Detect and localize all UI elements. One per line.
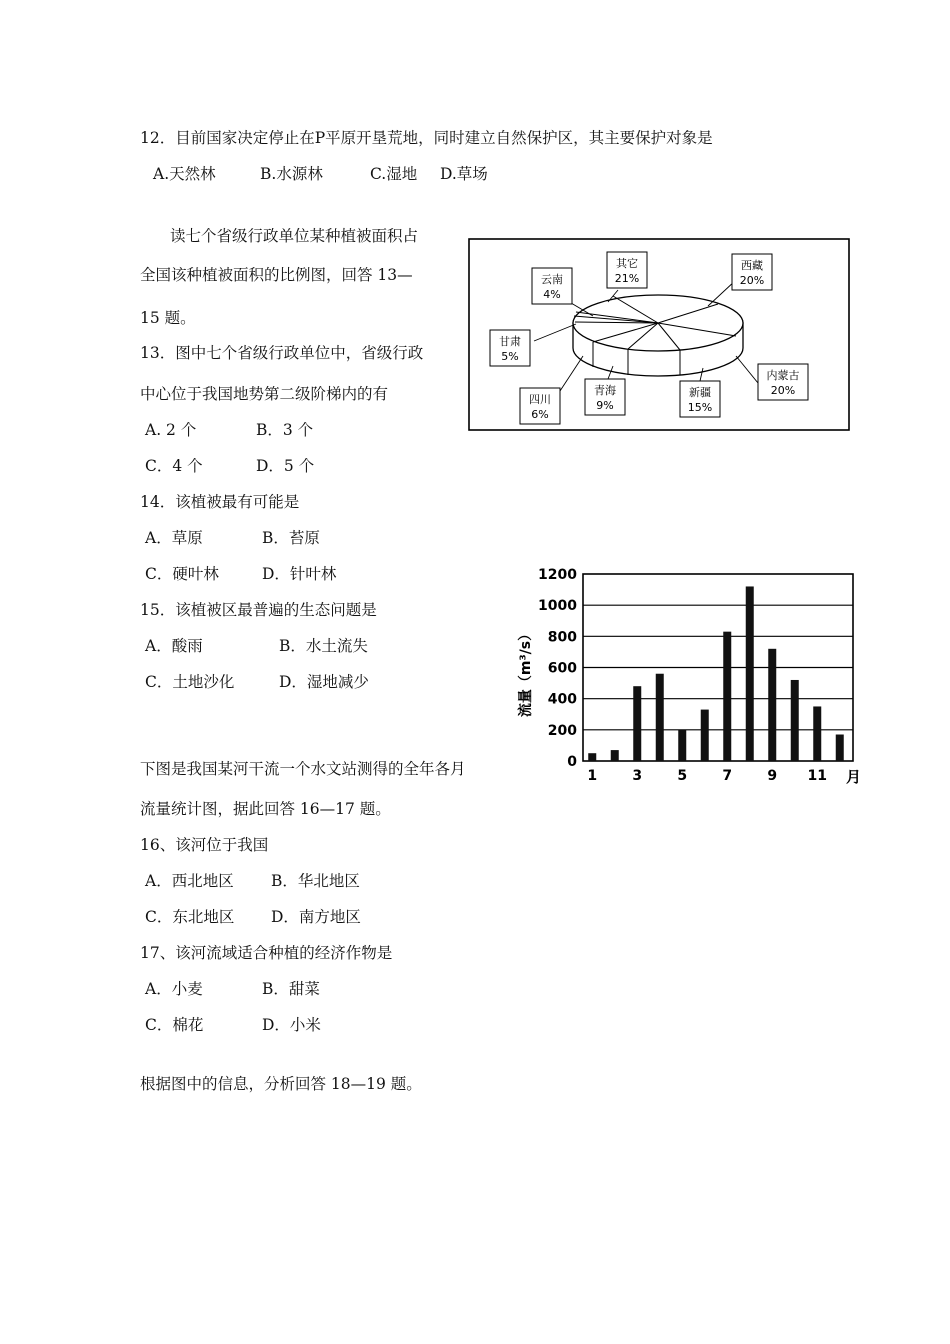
q12-option-a: A.天然林 (153, 165, 216, 183)
svg-text:15%: 15% (687, 401, 713, 414)
bar-month-4 (656, 674, 664, 761)
q14-option-c: C．硬叶林 (145, 565, 219, 583)
q13-option-b: B．3 个 (256, 421, 314, 439)
pie-label-yunnan (532, 268, 572, 304)
svg-text:青海: 青海 (594, 384, 616, 397)
q14-option-a: A．草原 (145, 529, 203, 547)
svg-text:云南: 云南 (541, 273, 563, 286)
pie-label-neimenggu (758, 364, 808, 400)
pie-label-sichuan (520, 388, 560, 424)
x-tick-label: 11 (807, 768, 827, 784)
svg-text:西藏: 西藏 (741, 259, 763, 272)
pie-label-qita (607, 252, 647, 288)
pie-chart-figure (468, 238, 850, 431)
intro18-text: 根据图中的信息，分析回答 18—19 题。 (140, 1075, 422, 1093)
pie-label-qinghai (585, 379, 625, 415)
q14-stem: 14．该植被最有可能是 (140, 493, 300, 511)
q16-option-a: A．西北地区 (145, 872, 234, 890)
q17-option-b: B．甜菜 (262, 980, 320, 998)
svg-text:甘肃: 甘肃 (499, 335, 521, 348)
chart-ylabel: 流量（m³/s） (518, 626, 534, 718)
q16-option-c: C．东北地区 (145, 908, 235, 926)
pie-label-xinjiang (680, 381, 720, 417)
y-tick-label: 0 (567, 754, 577, 770)
pie-label-gansu (490, 330, 530, 366)
intro16-line2: 流量统计图，据此回答 16—17 题。 (140, 800, 391, 818)
bar-month-10 (791, 680, 799, 761)
svg-text:新疆: 新疆 (689, 386, 711, 399)
y-tick-label: 1200 (538, 567, 577, 583)
q17-option-a: A．小麦 (145, 980, 203, 998)
svg-text:20%: 20% (739, 274, 765, 287)
q13-option-d: D．5 个 (256, 457, 315, 475)
q15-option-b: B．水土流失 (279, 637, 368, 655)
intro13-line1: 读七个省级行政单位某种植被面积占 (170, 227, 419, 245)
bar-month-8 (746, 586, 754, 761)
x-tick-label: 1 (587, 768, 598, 784)
q13-option-c: C．4 个 (145, 457, 203, 475)
q14-option-d: D．针叶林 (262, 565, 337, 583)
q13-option-a: A. 2 个 (145, 421, 197, 439)
q13-line1: 13．图中七个省级行政单位中，省级行政 (140, 344, 424, 362)
q15-option-c: C．土地沙化 (145, 673, 235, 691)
bar-month-7 (723, 632, 731, 761)
pie-label-xizang (732, 254, 772, 290)
q12-option-b: B.水源林 (260, 165, 323, 183)
q12-option-c: C.湿地 (370, 165, 418, 183)
q16-option-b: B．华北地区 (271, 872, 360, 890)
bar-month-12 (836, 735, 844, 761)
intro13-line2: 全国该种植被面积的比例图，回答 13— (140, 266, 413, 284)
q17-stem: 17、该河流域适合种植的经济作物是 (140, 944, 393, 962)
svg-text:4%: 4% (543, 288, 561, 301)
svg-text:20%: 20% (770, 384, 796, 397)
q12-stem: 12．目前国家决定停止在P平原开垦荒地，同时建立自然保护区，其主要保护对象是 (140, 129, 713, 147)
bar-month-11 (813, 706, 821, 761)
bar-month-5 (678, 730, 686, 761)
svg-text:21%: 21% (614, 272, 640, 285)
y-tick-label: 200 (547, 722, 577, 739)
q17-option-d: D．小米 (262, 1016, 321, 1034)
q15-option-a: A．酸雨 (145, 637, 203, 655)
x-tick-label: 9 (767, 768, 778, 784)
bar-month-2 (611, 750, 619, 761)
bar-month-1 (588, 753, 596, 761)
x-tick-label: 7 (722, 768, 733, 784)
y-tick-label: 800 (547, 629, 577, 646)
bar-month-3 (633, 686, 641, 761)
svg-text:其它: 其它 (616, 257, 638, 270)
bar-month-6 (701, 710, 709, 761)
flow-bar-chart (508, 560, 868, 792)
svg-text:9%: 9% (596, 399, 614, 412)
y-tick-label: 400 (547, 691, 577, 708)
q15-stem: 15．该植被区最普遍的生态问题是 (140, 601, 377, 619)
y-tick-label: 1000 (538, 598, 577, 615)
svg-text:6%: 6% (531, 408, 549, 421)
x-tick-label: 3 (632, 768, 643, 784)
q14-option-b: B．苔原 (262, 529, 320, 547)
q13-line2: 中心位于我国地势第二级阶梯内的有 (140, 385, 389, 403)
y-tick-label: 600 (547, 660, 577, 677)
q17-option-c: C．棉花 (145, 1016, 204, 1034)
bar-month-9 (768, 649, 776, 761)
intro16-line1: 下图是我国某河干流一个水文站测得的全年各月 (140, 760, 466, 778)
q16-option-d: D．南方地区 (271, 908, 361, 926)
x-tick-label: 5 (677, 768, 688, 784)
svg-text:内蒙古: 内蒙古 (766, 369, 800, 382)
q12-option-d: D.草场 (440, 165, 488, 183)
svg-text:5%: 5% (501, 350, 519, 363)
intro13-line3: 15 题。 (140, 309, 196, 327)
chart-xunit: 月 (846, 768, 862, 786)
q15-option-d: D．湿地减少 (279, 673, 369, 691)
svg-text:四川: 四川 (529, 393, 551, 406)
q16-stem: 16、该河位于我国 (140, 836, 269, 854)
